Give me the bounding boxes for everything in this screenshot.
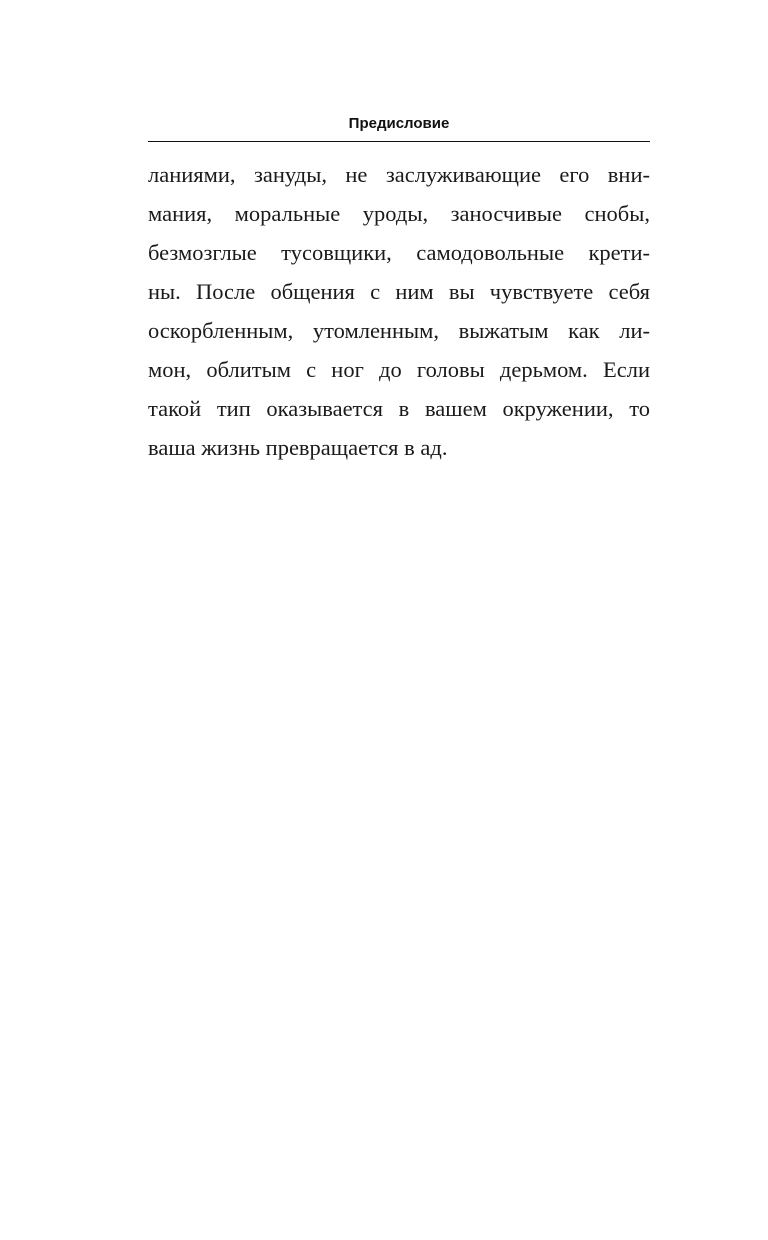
running-head: Предисловие xyxy=(348,115,450,132)
text-line: такой тип оказывается в вашем окружении, то xyxy=(148,396,650,421)
text-line: мон, облитым с ног до головы дерьмом. Если xyxy=(148,357,650,382)
text-line: ваша жизнь превращается в ад. xyxy=(148,435,448,460)
text-line: оскорбленным, утомленным, выжатым как ли- xyxy=(148,318,650,343)
text-line: мания, моральные уроды, заносчивые снобы, xyxy=(148,201,650,226)
text-line: ны. После общения с ним вы чувствуете себя xyxy=(148,279,650,304)
text-line: безмозглые тусовщики, самодовольные крети- xyxy=(148,240,650,265)
text-line: ланиями, зануды, не заслуживающие его вни- xyxy=(148,162,650,187)
header-rule xyxy=(148,141,650,142)
body-paragraph xyxy=(148,155,650,467)
